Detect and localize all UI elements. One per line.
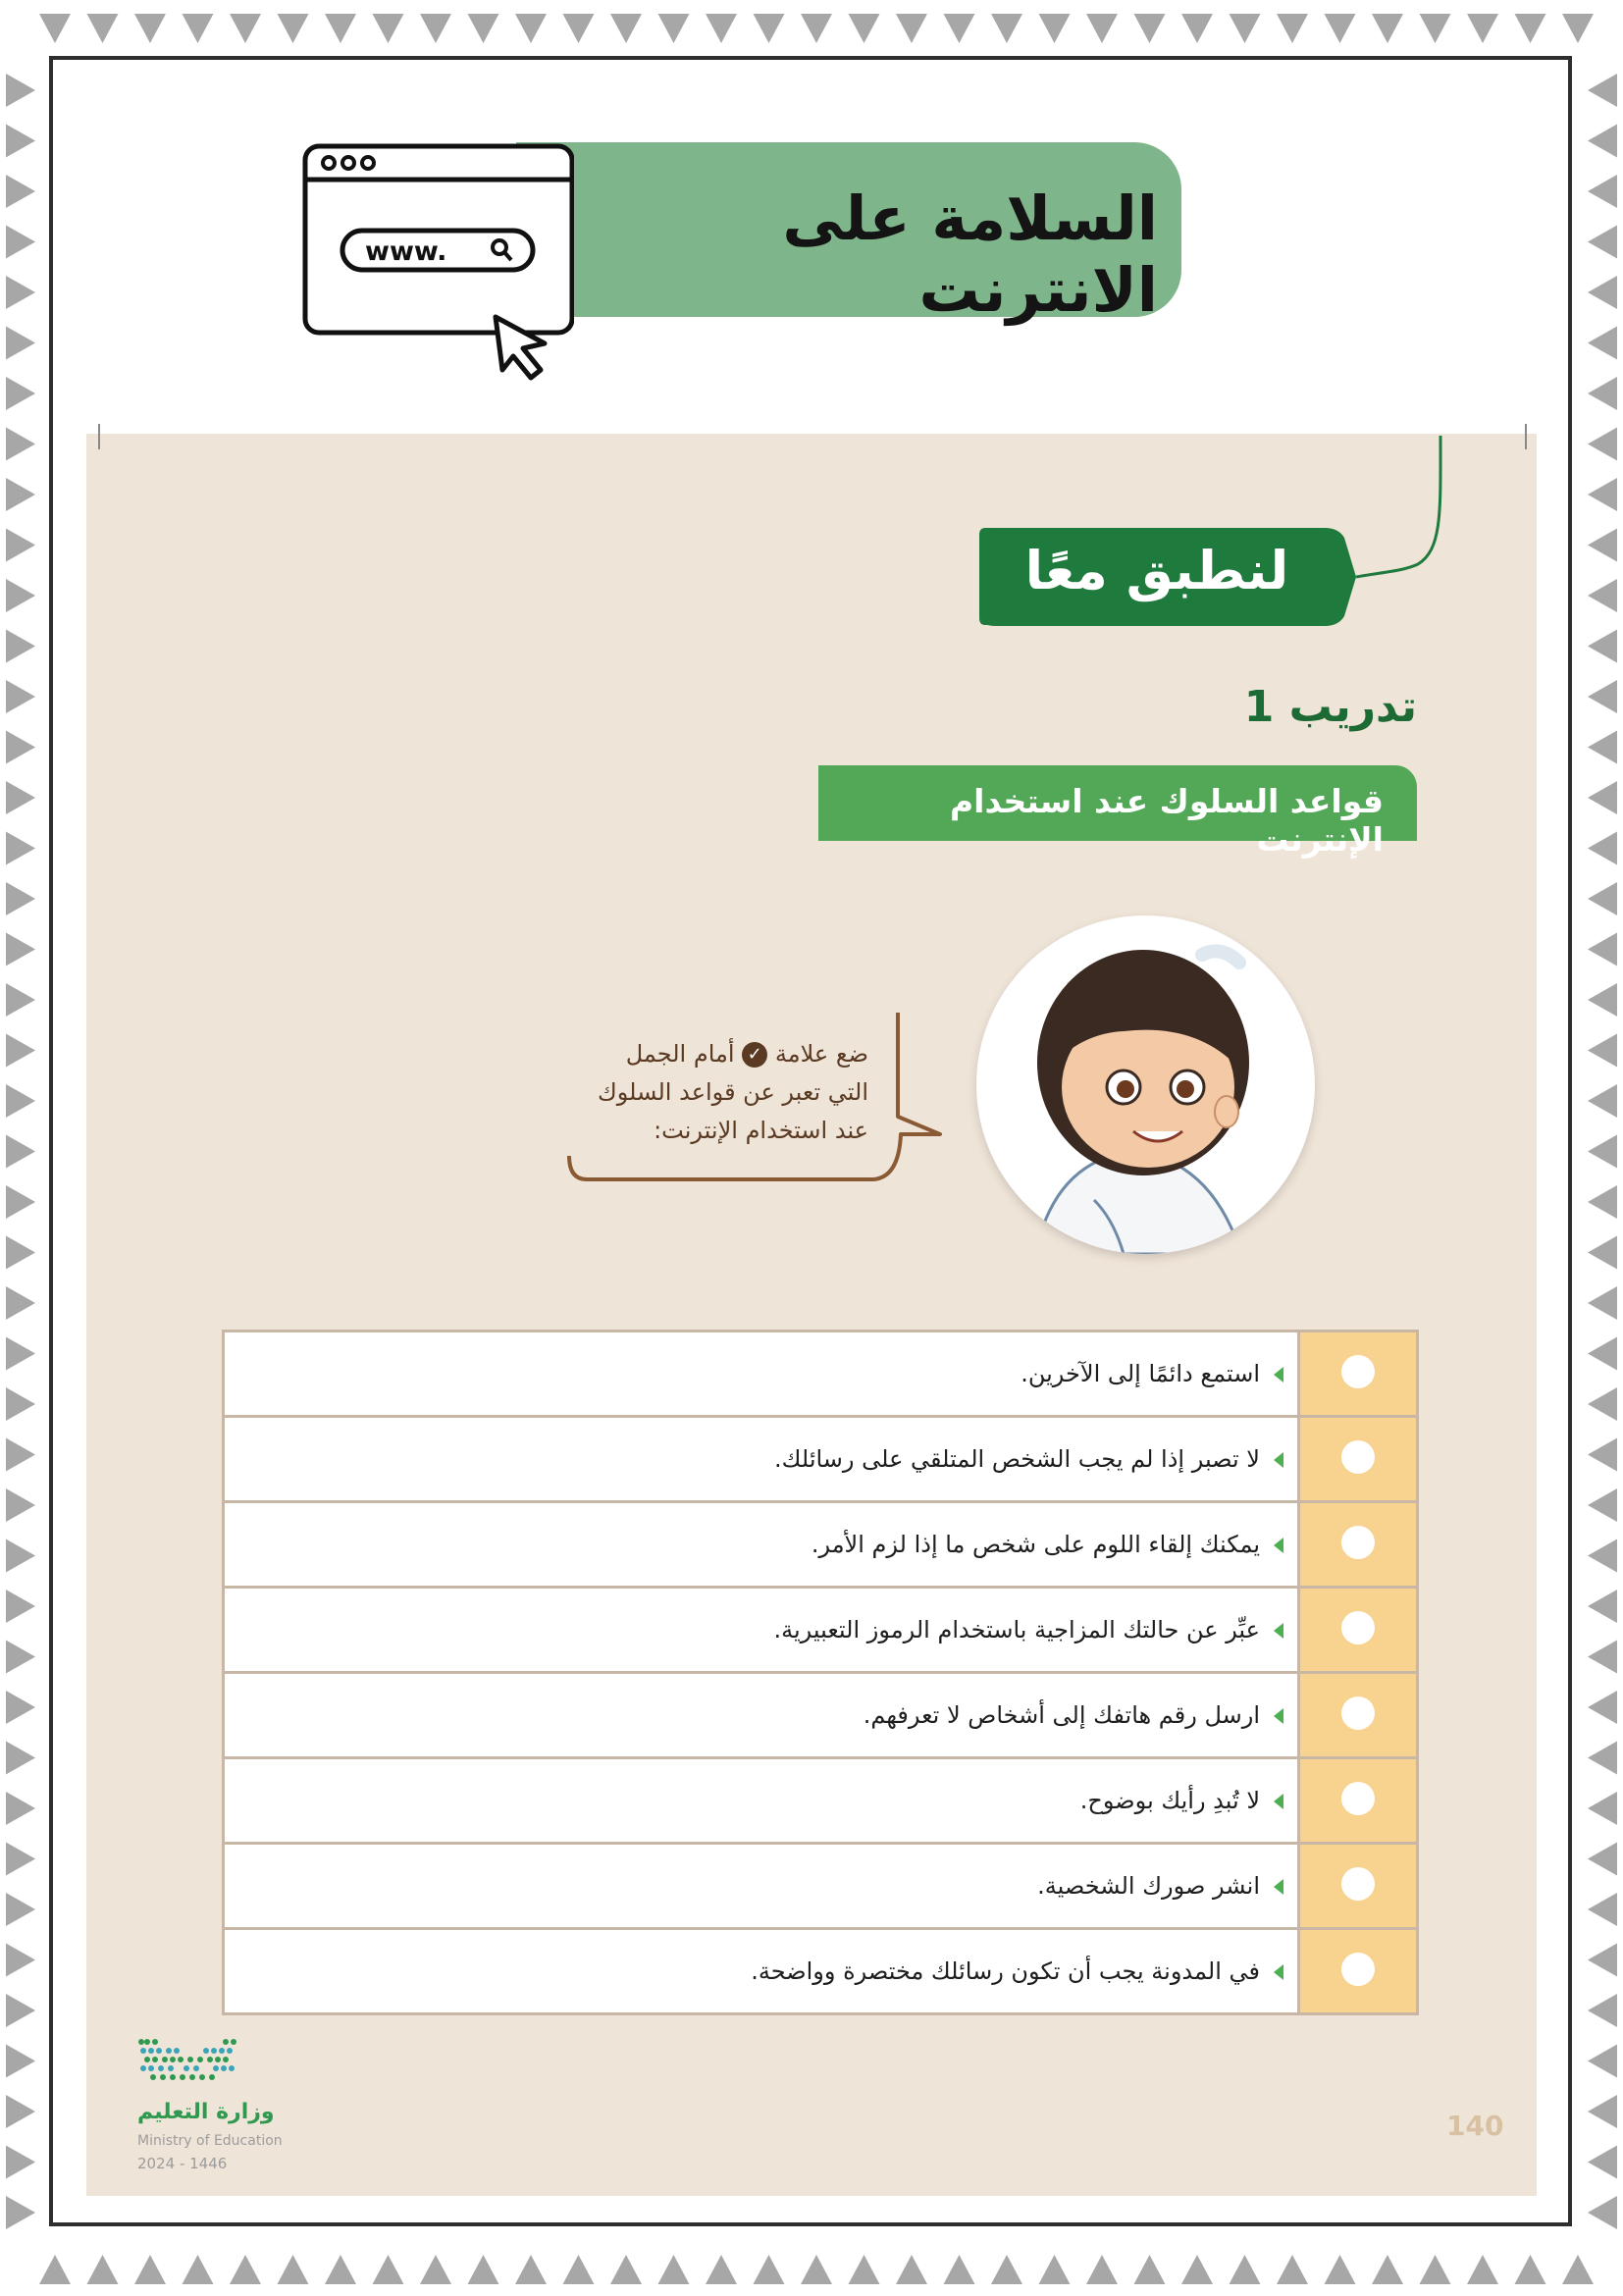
frame-triangle [6, 832, 35, 865]
frame-triangle [1588, 933, 1617, 966]
frame-triangle [1588, 1286, 1617, 1320]
frame-triangle [1588, 1185, 1617, 1219]
frame-triangle [1230, 14, 1261, 43]
rule-cell [224, 1417, 1299, 1502]
frame-triangle [1588, 478, 1617, 511]
rule-text: في المدونة يجب أن تكون رسائلك مختصرة وواضحة. [751, 1957, 1260, 1985]
frame-triangle [6, 1488, 35, 1522]
frame-triangle [6, 579, 35, 612]
frame-triangle [1420, 2255, 1451, 2284]
frame-triangle [1588, 74, 1617, 107]
browser-url: www. [365, 236, 447, 267]
frame-triangle [468, 2255, 499, 2284]
frame-triangle [1588, 125, 1617, 158]
frame-triangle [6, 327, 35, 360]
frame-triangle [6, 2045, 35, 2078]
table-row [224, 1929, 1418, 2014]
section-badge-label: لنطبق معًا [1024, 540, 1289, 601]
rule-text: عبِّر عن حالتك المزاجية باستخدام الرموز التعبيرية. [773, 1616, 1260, 1644]
check-icon: ✓ [742, 1042, 767, 1068]
bullet-icon [1274, 1452, 1283, 1468]
table-row [224, 1502, 1418, 1588]
frame-triangle [754, 2255, 785, 2284]
frame-triangle [1588, 428, 1617, 461]
instruction-text [574, 1035, 868, 1150]
frame-triangle [6, 74, 35, 107]
frame-triangle [1588, 327, 1617, 360]
frame-triangle [1277, 14, 1308, 43]
frame-triangle [6, 175, 35, 208]
rule-text: استمع دائمًا إلى الآخرين. [1021, 1360, 1260, 1387]
frame-triangle [1588, 1641, 1617, 1674]
frame-triangle [1588, 1893, 1617, 1926]
subtitle: قواعد السلوك عند استخدام الإنترنت [949, 782, 1384, 859]
frame-triangle [515, 2255, 547, 2284]
browser-icon [299, 142, 574, 388]
frame-triangle [39, 14, 71, 43]
frame-triangle [6, 125, 35, 158]
frame-triangle [1588, 579, 1617, 612]
instruction-line1: ضع علامة [774, 1040, 868, 1068]
bullet-icon [1274, 1964, 1283, 1980]
ministry-name-ar: وزارة التعليم [137, 2100, 275, 2124]
frame-triangle [1039, 2255, 1071, 2284]
answer-cell[interactable] [1299, 1502, 1418, 1588]
frame-triangle [6, 630, 35, 663]
frame-triangle [849, 2255, 880, 2284]
frame-triangle [6, 731, 35, 764]
rule-cell [224, 1844, 1299, 1929]
frame-triangle [1588, 226, 1617, 259]
frame-triangle [1588, 1135, 1617, 1169]
frame-triangle [1588, 1337, 1617, 1371]
frame-triangle [849, 14, 880, 43]
frame-triangle [6, 1286, 35, 1320]
frame-triangle [991, 2255, 1022, 2284]
bullet-icon [1274, 1794, 1283, 1809]
rule-cell [224, 1588, 1299, 1673]
frame-triangle [515, 14, 547, 43]
frame-triangle [325, 2255, 356, 2284]
frame-triangle [1181, 14, 1213, 43]
answer-cell[interactable] [1299, 1758, 1418, 1844]
rule-cell [224, 1502, 1299, 1588]
frame-triangle [6, 1944, 35, 1977]
answer-cell[interactable] [1299, 1417, 1418, 1502]
frame-triangle [1134, 14, 1166, 43]
frame-triangle [1588, 983, 1617, 1017]
frame-triangle [610, 14, 642, 43]
frame-triangle [134, 2255, 166, 2284]
section-badge [971, 432, 1462, 638]
bullet-icon [1274, 1879, 1283, 1895]
frame-triangle [1467, 14, 1498, 43]
frame-triangle [6, 529, 35, 562]
rules-table [222, 1330, 1419, 2015]
frame-triangle [6, 1641, 35, 1674]
frame-triangle [1325, 2255, 1356, 2284]
frame-triangle [6, 882, 35, 915]
frame-triangle [278, 14, 309, 43]
frame-triangle [1588, 1843, 1617, 1876]
frame-triangle [944, 2255, 975, 2284]
frame-triangle [1372, 14, 1403, 43]
frame-triangle [1515, 2255, 1546, 2284]
frame-triangle [1134, 2255, 1166, 2284]
frame-triangle [6, 1539, 35, 1573]
frame-triangle [1277, 2255, 1308, 2284]
frame-triangle [1086, 14, 1118, 43]
table-row [224, 1758, 1418, 1844]
frame-triangle [1588, 175, 1617, 208]
table-row [224, 1673, 1418, 1758]
frame-triangle [801, 14, 832, 43]
frame-triangle [754, 14, 785, 43]
rule-text: لا تُبدِ رأيك بوضوح. [1079, 1787, 1260, 1814]
frame-triangle [420, 2255, 451, 2284]
frame-triangle [468, 14, 499, 43]
frame-triangle [6, 2095, 35, 2128]
rule-text: انشر صورك الشخصية. [1037, 1872, 1260, 1900]
frame-triangle [420, 14, 451, 43]
answer-checkbox[interactable] [1341, 1782, 1375, 1815]
frame-triangle [373, 14, 404, 43]
frame-triangle [6, 2196, 35, 2229]
frame-triangle [1588, 1590, 1617, 1623]
frame-triangle [1588, 1691, 1617, 1724]
frame-triangle [6, 1438, 35, 1472]
rule-cell [224, 1758, 1299, 1844]
frame-triangle [6, 1792, 35, 1825]
answer-checkbox[interactable] [1341, 1526, 1375, 1559]
frame-triangle [1588, 276, 1617, 309]
frame-triangle [6, 1843, 35, 1876]
frame-triangle [6, 983, 35, 1017]
frame-triangle [6, 933, 35, 966]
page-title: السلامة على الانترنت [782, 183, 1158, 326]
frame-triangle [1588, 1539, 1617, 1573]
answer-checkbox[interactable] [1341, 1355, 1375, 1388]
frame-triangle [1588, 1387, 1617, 1421]
frame-triangle [1515, 14, 1546, 43]
frame-triangle [325, 14, 356, 43]
frame-triangle [39, 2255, 71, 2284]
frame-triangle [1588, 1034, 1617, 1068]
frame-triangle [1588, 529, 1617, 562]
frame-triangle [1588, 1438, 1617, 1472]
frame-triangle [1372, 2255, 1403, 2284]
answer-checkbox[interactable] [1341, 1696, 1375, 1730]
answer-cell[interactable] [1299, 1331, 1418, 1417]
frame-triangle [278, 2255, 309, 2284]
frame-triangle [6, 276, 35, 309]
frame-triangle [6, 1893, 35, 1926]
frame-triangle [1588, 1742, 1617, 1775]
frame-triangle [6, 1691, 35, 1724]
frame-triangle [1588, 2045, 1617, 2078]
frame-triangle [1588, 731, 1617, 764]
frame-triangle [658, 14, 690, 43]
frame-triangle [1039, 14, 1071, 43]
frame-triangle [6, 478, 35, 511]
frame-triangle [1588, 1236, 1617, 1270]
frame-triangle [563, 14, 595, 43]
frame-triangle [87, 14, 119, 43]
rule-cell [224, 1331, 1299, 1417]
girl-character-illustration [976, 915, 1315, 1254]
ministry-year: 2024 - 1446 [137, 2155, 228, 2172]
frame-triangle [6, 226, 35, 259]
table-row [224, 1588, 1418, 1673]
frame-triangle [1562, 14, 1594, 43]
rule-text: لا تصبر إذا لم يجب الشخص المتلقي على رسائلك. [774, 1445, 1260, 1473]
instruction-line1-end: أمام الجمل [625, 1040, 735, 1068]
frame-triangle [1588, 1084, 1617, 1118]
answer-checkbox[interactable] [1341, 1611, 1375, 1644]
frame-triangle [6, 1994, 35, 2027]
frame-triangle [6, 1742, 35, 1775]
frame-triangle [563, 2255, 595, 2284]
rule-cell [224, 1929, 1299, 2014]
frame-triangle [1588, 1488, 1617, 1522]
frame-triangle [230, 14, 261, 43]
frame-triangle [87, 2255, 119, 2284]
frame-triangle [6, 1387, 35, 1421]
frame-triangle [991, 14, 1022, 43]
frame-triangle [1467, 2255, 1498, 2284]
frame-triangle [6, 1236, 35, 1270]
answer-cell[interactable] [1299, 1929, 1418, 2014]
frame-triangle [896, 2255, 927, 2284]
frame-triangle [1230, 2255, 1261, 2284]
answer-checkbox[interactable] [1341, 1867, 1375, 1901]
frame-triangle [6, 1034, 35, 1068]
frame-triangle [6, 377, 35, 410]
frame-triangle [658, 2255, 690, 2284]
table-row [224, 1844, 1418, 1929]
frame-triangle [1588, 2095, 1617, 2128]
frame-triangle [6, 2146, 35, 2179]
frame-triangle [1588, 680, 1617, 713]
frame-triangle [1588, 781, 1617, 814]
frame-triangle [1588, 2196, 1617, 2229]
instruction-line2: التي تعبر عن قواعد السلوك [597, 1078, 868, 1106]
answer-checkbox[interactable] [1341, 1440, 1375, 1474]
bullet-icon [1274, 1538, 1283, 1553]
frame-triangle [1086, 2255, 1118, 2284]
avatar [976, 915, 1315, 1254]
frame-triangle [6, 1185, 35, 1219]
frame-triangle [183, 2255, 214, 2284]
crop-mark [1525, 424, 1527, 449]
frame-triangle [6, 680, 35, 713]
frame-triangle [6, 781, 35, 814]
frame-triangle [373, 2255, 404, 2284]
bullet-icon [1274, 1708, 1283, 1724]
frame-triangle [1588, 2146, 1617, 2179]
answer-checkbox[interactable] [1341, 1953, 1375, 1986]
ministry-name-en: Ministry of Education [137, 2133, 283, 2149]
frame-triangle [944, 14, 975, 43]
rule-text: ارسل رقم هاتفك إلى أشخاص لا تعرفهم. [863, 1701, 1260, 1729]
instruction-line3: عند استخدام الإنترنت: [654, 1117, 868, 1144]
frame-triangle [706, 2255, 737, 2284]
frame-triangle [1588, 1792, 1617, 1825]
frame-triangle [6, 428, 35, 461]
frame-triangle [6, 1135, 35, 1169]
answer-cell[interactable] [1299, 1673, 1418, 1758]
frame-triangle [1420, 14, 1451, 43]
ministry-logo-icon [133, 2036, 241, 2091]
frame-triangle [1588, 1994, 1617, 2027]
bullet-icon [1274, 1623, 1283, 1639]
answer-cell[interactable] [1299, 1588, 1418, 1673]
table-row [224, 1331, 1418, 1417]
crop-mark [98, 424, 100, 449]
frame-triangle [801, 2255, 832, 2284]
page-number: 140 [1446, 2110, 1504, 2142]
frame-triangle [1181, 2255, 1213, 2284]
frame-triangle [706, 14, 737, 43]
frame-triangle [6, 1084, 35, 1118]
answer-cell[interactable] [1299, 1844, 1418, 1929]
frame-triangle [610, 2255, 642, 2284]
frame-triangle [1588, 630, 1617, 663]
frame-triangle [183, 14, 214, 43]
table-row [224, 1417, 1418, 1502]
frame-triangle [1562, 2255, 1594, 2284]
frame-triangle [230, 2255, 261, 2284]
frame-triangle [1588, 1944, 1617, 1977]
frame-triangle [1588, 377, 1617, 410]
frame-triangle [6, 1590, 35, 1623]
frame-triangle [6, 1337, 35, 1371]
frame-triangle [1588, 882, 1617, 915]
rule-cell [224, 1673, 1299, 1758]
frame-triangle [1325, 14, 1356, 43]
frame-triangle [1588, 832, 1617, 865]
bullet-icon [1274, 1367, 1283, 1383]
rule-text: يمكنك إلقاء اللوم على شخص ما إذا لزم الأمر. [811, 1531, 1260, 1558]
frame-triangle [134, 14, 166, 43]
exercise-title: تدريب 1 [1243, 682, 1417, 732]
frame-triangle [896, 14, 927, 43]
